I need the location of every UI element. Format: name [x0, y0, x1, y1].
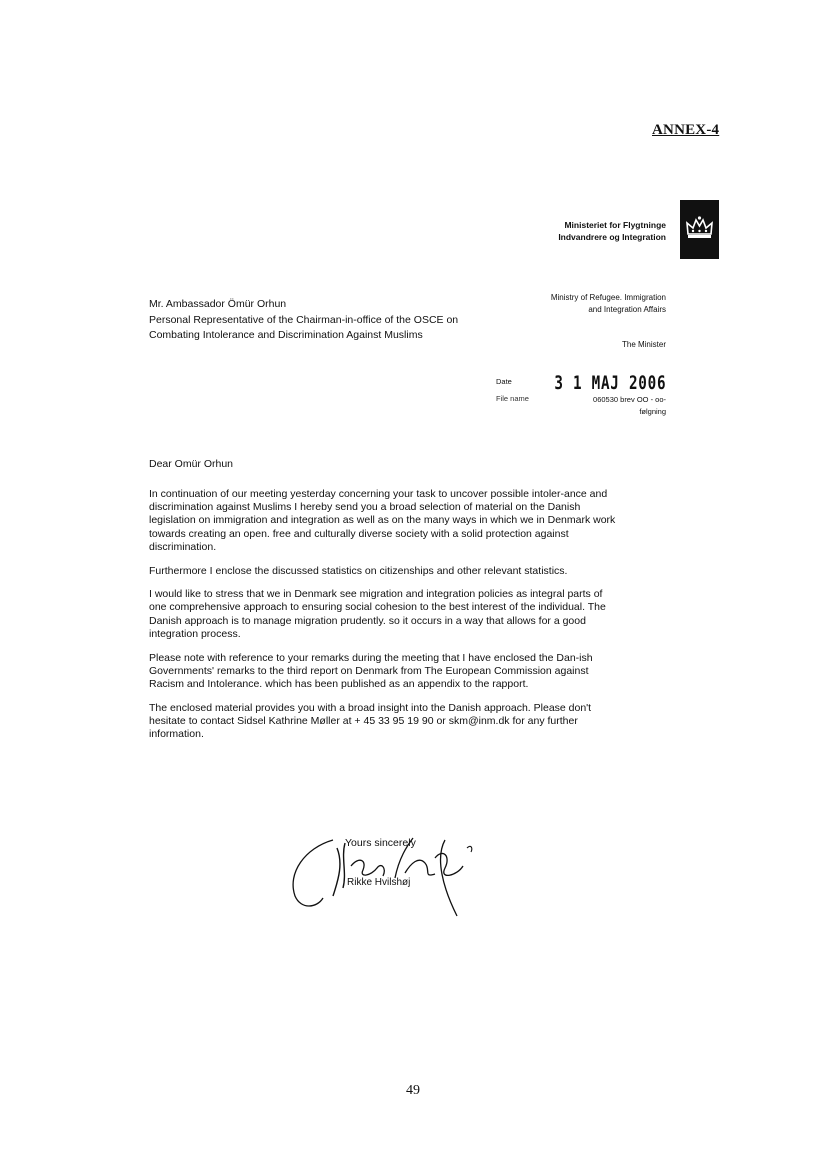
- body-paragraph: Furthermore I enclose the discussed statistics on citizenships and other relevant statistics.: [149, 564, 568, 577]
- closing: Yours sincerely: [345, 837, 416, 849]
- file-name-label: File name: [496, 394, 529, 403]
- recipient-line2: Personal Representative of the Chairman-in-office of the OSCE on: [149, 313, 459, 326]
- handwritten-signature: [285, 818, 485, 918]
- letter-body: [149, 488, 619, 752]
- annex-label: ANNEX-4: [652, 122, 720, 138]
- body-paragraph: In continuation of our meeting yesterday concerning your task to uncover possible intoler-ance and discrimination against Muslims I hereby send you a broad selection of material on the Danish legislation on immigration and integration as well as on the many ways in which we in Denmark work towards creating an open. free and culturally diverse society with a solid protection against discrimination.: [149, 488, 616, 553]
- ministry-name-danish-line1: Ministeriet for Flygtninge: [564, 220, 666, 230]
- salutation: Dear Omür Orhun: [149, 458, 234, 470]
- body-paragraph: I would like to stress that we in Denmark see migration and integration policies as integral parts of one comprehensive approach to ensuring social cohesion to the best interest of the individual. The Danish approach is to manage migration prudently. so it occurs in a way that allows for a good integration process.: [149, 588, 606, 640]
- file-name-value: [546, 394, 666, 418]
- file-name-value-line2: følgning: [639, 407, 666, 416]
- ministry-name-english-line2: and Integration Affairs: [588, 305, 666, 314]
- body-paragraph: Please note with reference to your remarks during the meeting that I have enclosed the Dan-ish Governments' remarks to the third report on Denmark from The European Commission against Racism and Intolerance. which has been published as an appendix to the rapport.: [149, 651, 593, 690]
- ministry-name-danish: [558, 219, 666, 243]
- page-number: 49: [406, 1083, 420, 1098]
- ministry-name-english: [551, 292, 666, 316]
- recipient-line1: Mr. Ambassador Ömür Orhun: [149, 298, 287, 310]
- signer-name: Rikke Hvilshøj: [347, 877, 411, 888]
- date-label: Date: [496, 377, 512, 386]
- ministry-name-danish-line2: Indvandrere og Integration: [558, 232, 666, 242]
- crown-icon: [685, 215, 714, 240]
- date-stamp: 3 1 MAJ 2006: [554, 372, 666, 394]
- file-name-value-line1: 060530 brev OO - oo-: [593, 395, 666, 404]
- body-paragraph: The enclosed material provides you with a broad insight into the Danish approach. Please don't hesitate to contact Sidsel Kathrine Møller at + 45 33 95 19 90 or skm@inm.dk for any further information.: [149, 701, 592, 741]
- ministry-logo: [680, 200, 719, 259]
- recipient-line3: Combating Intolerance and Discrimination Against Muslims: [149, 329, 423, 341]
- ministry-name-english-line1: Ministry of Refugee. Immigration: [550, 293, 666, 302]
- recipient-address: [149, 297, 458, 344]
- minister-label: The Minister: [621, 340, 666, 349]
